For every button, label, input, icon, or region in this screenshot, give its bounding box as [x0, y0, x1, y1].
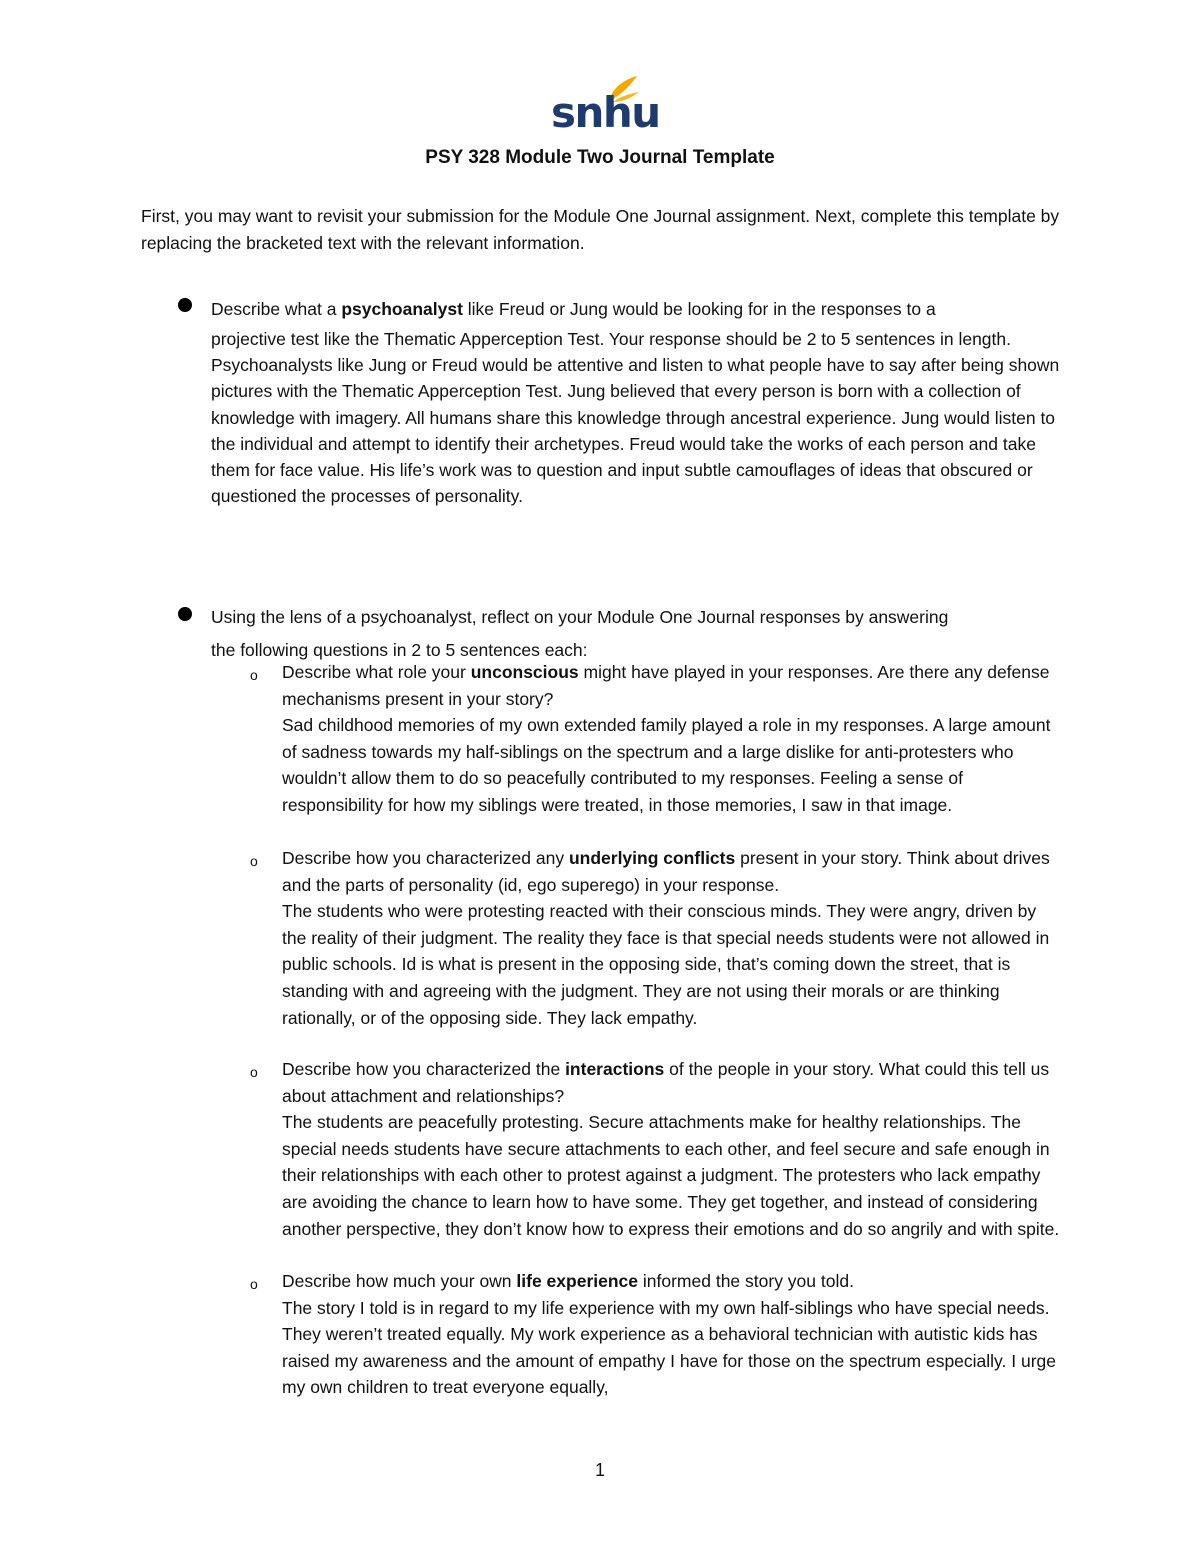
sub-question-2-answer: The students who were protesting reacted with their conscious minds. They were angry, driven by the reality of their judgment. The reality they face is that special needs students were not allowed in public schools. Id is what is present in the opposing side, that’s coming down the street, that is standing with and agreeing with the judgment. They are not using their morals or are thinking rationally, or of the opposing side. They lack empathy.: [282, 901, 1050, 1028]
logo-text: snhu: [551, 88, 660, 137]
question-1-prompt-cont: projective test like the Thematic Apperception Test. Your response should be 2 to 5 sentences in length.: [211, 329, 1012, 349]
sub-question-1-prompt: Describe what role your unconscious might have played in your responses. Are there any defense mechanisms present in your story?: [282, 662, 1050, 709]
bullet-icon: [178, 607, 192, 621]
sub-question-1-answer: Sad childhood memories of my own extended family played a role in my responses. A large amount of sadness towards my half-siblings on the spectrum and a large dislike for anti-protesters who wouldn’t allow them to do so peacefully contributed to my responses. Feeling a sense of responsibility for how my siblings were treated, in those memories, I saw in that image.: [282, 715, 1051, 815]
sub-question-1: [282, 659, 1062, 819]
sub-question-4-prompt: Describe how much your own life experience informed the story you told.: [282, 1271, 854, 1291]
sub-bullet-marker: o: [250, 853, 258, 869]
sub-question-3-prompt: Describe how you characterized the interactions of the people in your story. What could this tell us about attachment and relationships?: [282, 1059, 1050, 1106]
sub-question-2-prompt: Describe how you characterized any underlying conflicts present in your story. Think about drives and the parts of personality (id, ego superego) in your response.: [282, 848, 1050, 895]
bullet-icon: [178, 298, 192, 312]
sub-bullet-marker: o: [250, 1064, 258, 1080]
page-number: 1: [594, 1460, 605, 1480]
question-1-answer: Psychoanalysts like Jung or Freud would be attentive and listen to what people have to say after being shown pictures with the Thematic Apperception Test. Jung believed that every person is born with a collection of knowledge with imagery. All humans share this knowledge through ancestral experience. Jung would listen to the individual and attempt to identify their archetypes. Freud would take the works of each person and take them for face value. His life’s work was to question and input subtle camouflages of ideas that obscured or questioned the processes of personality.: [211, 355, 1060, 507]
sub-question-4: [282, 1268, 1062, 1401]
page-title: PSY 328 Module Two Journal Template: [425, 147, 775, 168]
question-2-prompt: Using the lens of a psychoanalyst, reflect on your Module One Journal responses by answering the following questions in 2 to 5 sentences each:: [211, 607, 949, 660]
intro-paragraph: First, you may want to revisit your submission for the Module One Journal assignment. Next, complete this template by replacing the bracketed text with the relevant information.: [141, 206, 1060, 253]
snhu-logo: [551, 74, 660, 138]
sub-bullet-marker: o: [250, 667, 258, 683]
sub-question-3-answer: The students are peacefully protesting. Secure attachments make for healthy relationships. The special needs students have secure attachments to each other, and feel secure and safe enough in their relationships with each other to protest against a judgment. The protesters who lack empathy are avoiding the chance to learn how to have some. They get together, and instead of considering another perspective, they don’t know how to express their emotions and do so angrily and with spite.: [282, 1112, 1060, 1239]
sub-question-3: [282, 1056, 1062, 1242]
question-1-prompt: Describe what a psychoanalyst like Freud or Jung would be looking for in the responses to a: [211, 299, 936, 319]
sub-question-4-answer: The story I told is in regard to my life experience with my own half-siblings who have special needs. They weren’t treated equally. My work experience as a behavioral technician with autistic kids has raised my awareness and the amount of empathy I have for those on the spectrum especially. I urge my own children to treat everyone equally,: [282, 1297, 1056, 1398]
sub-bullet-marker: o: [250, 1276, 258, 1292]
question-1: [211, 292, 1071, 510]
sub-question-2: [282, 845, 1062, 1031]
